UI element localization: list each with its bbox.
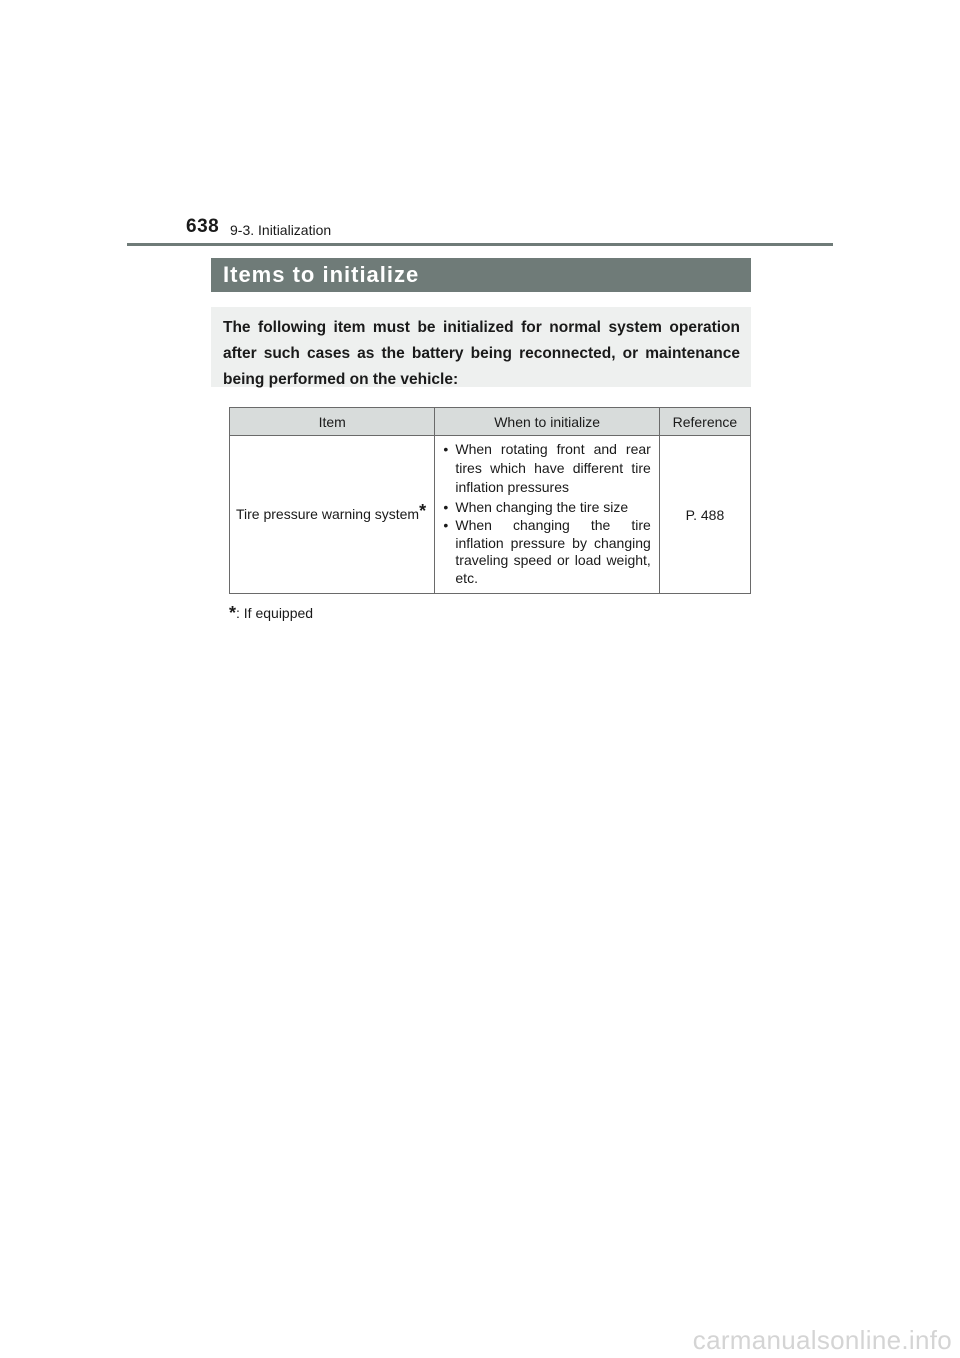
intro-box (211, 307, 751, 387)
when-cell (435, 436, 659, 594)
section-title: Items to initialize (223, 262, 420, 287)
intro-text: The following item must be initialized for normal system operation after such cases as the battery being reconnected, or maintenance being performed on the vehicle: (223, 319, 740, 388)
table-header-row (230, 408, 751, 436)
list-item: • When rotating front and rear tires which have different tire inflation pressures (443, 440, 650, 497)
item-cell (230, 436, 435, 594)
item-asterisk: * (419, 501, 427, 521)
footnote (229, 602, 313, 623)
when-list (443, 440, 650, 587)
header-divider (127, 243, 833, 246)
list-item: • When changing the tire inflation pressure by changing traveling speed or load weight, etc. (443, 517, 650, 587)
list-item: • When changing the tire size (443, 499, 650, 516)
section-title-bar (211, 258, 751, 292)
footnote-asterisk: * (229, 603, 237, 623)
reference-link[interactable]: P. 488 (659, 436, 750, 594)
initialization-table (229, 407, 751, 594)
footnote-text: : If equipped (236, 605, 314, 621)
page-number: 638 (186, 216, 220, 237)
header-when-to-initialize: When to initialize (435, 408, 659, 436)
watermark: carmanualsonline.info (692, 1325, 952, 1355)
table-row (230, 436, 751, 594)
item-name: Tire pressure warning system (236, 506, 420, 522)
header-item: Item (230, 408, 435, 436)
header-reference: Reference (659, 408, 750, 436)
section-breadcrumb: 9-3. Initialization (230, 222, 332, 238)
